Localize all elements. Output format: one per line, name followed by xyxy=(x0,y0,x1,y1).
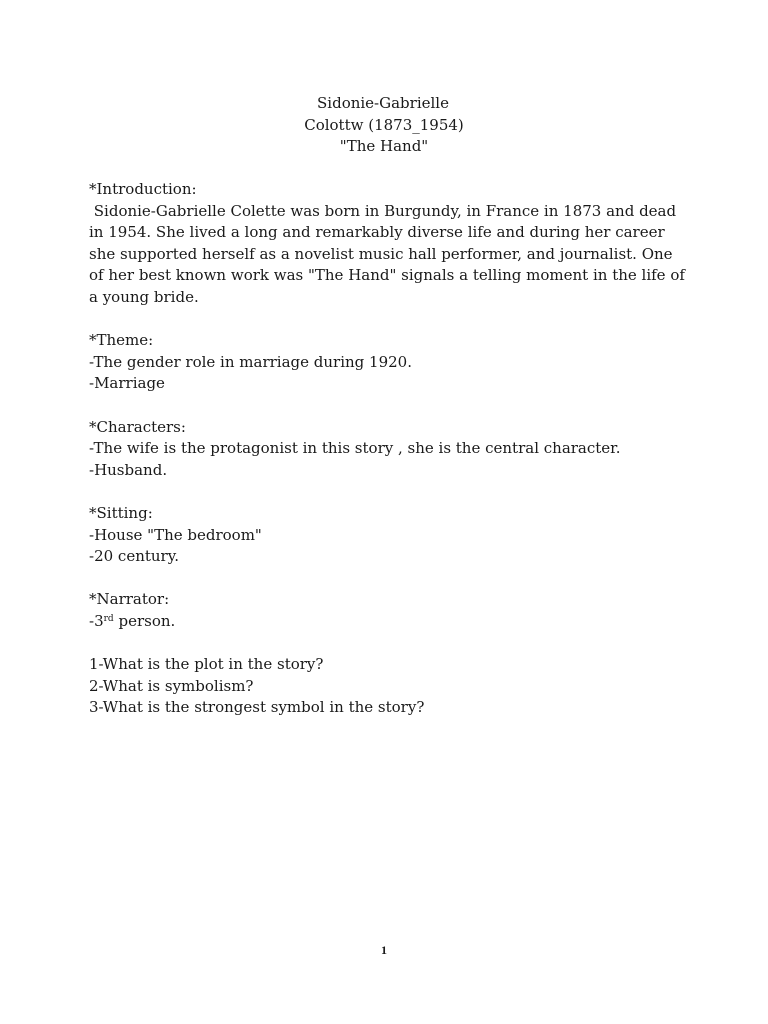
narrator-suffix: person. xyxy=(113,611,176,630)
characters-item: -Husband. xyxy=(89,460,168,479)
spacer xyxy=(89,481,689,503)
document-body xyxy=(89,179,689,719)
title-author-dates: Colottw (1873_1954) xyxy=(304,115,464,134)
narrator-superscript: rd xyxy=(103,613,114,624)
theme-item: -The gender role in marriage during 1920. xyxy=(89,352,412,371)
page-number: 1 xyxy=(381,943,387,957)
introduction-line: of her best known work was "The Hand" signals a telling moment in the life of xyxy=(89,266,685,285)
narrator-item xyxy=(89,611,689,633)
characters-heading: *Characters: xyxy=(89,417,186,436)
document-title xyxy=(0,93,768,158)
introduction-line: Sidonie-Gabrielle Colette was born in Burgundy, in France in 1873 and dead xyxy=(89,201,677,220)
narrator-prefix: -3 xyxy=(89,611,104,630)
setting-item: -20 century. xyxy=(89,547,179,566)
setting-heading: *Sitting: xyxy=(89,503,153,522)
spacer xyxy=(89,309,689,331)
narrator-heading: *Narrator: xyxy=(89,590,170,609)
setting-item: -House "The bedroom" xyxy=(89,525,262,544)
title-work: "The Hand" xyxy=(339,137,429,155)
introduction-heading: *Introduction: xyxy=(89,180,197,198)
title-author: Sidonie-Gabrielle xyxy=(317,94,449,112)
spacer xyxy=(89,395,689,417)
introduction-line: a young bride. xyxy=(89,287,199,306)
spacer xyxy=(89,568,689,590)
question-item: 3-What is the strongest symbol in the story? xyxy=(89,698,425,717)
theme-heading: *Theme: xyxy=(89,331,154,350)
theme-item: -Marriage xyxy=(89,374,165,393)
question-item: 2-What is symbolism? xyxy=(89,676,254,695)
question-item: 1-What is the plot in the story? xyxy=(89,655,324,674)
introduction-line: she supported herself as a novelist music hall performer, and journalist. One xyxy=(89,244,673,263)
characters-item: -The wife is the protagonist in this story , she is the central character. xyxy=(89,439,621,458)
spacer xyxy=(89,632,689,654)
introduction-line: in 1954. She lived a long and remarkably diverse life and during her career xyxy=(89,223,665,242)
